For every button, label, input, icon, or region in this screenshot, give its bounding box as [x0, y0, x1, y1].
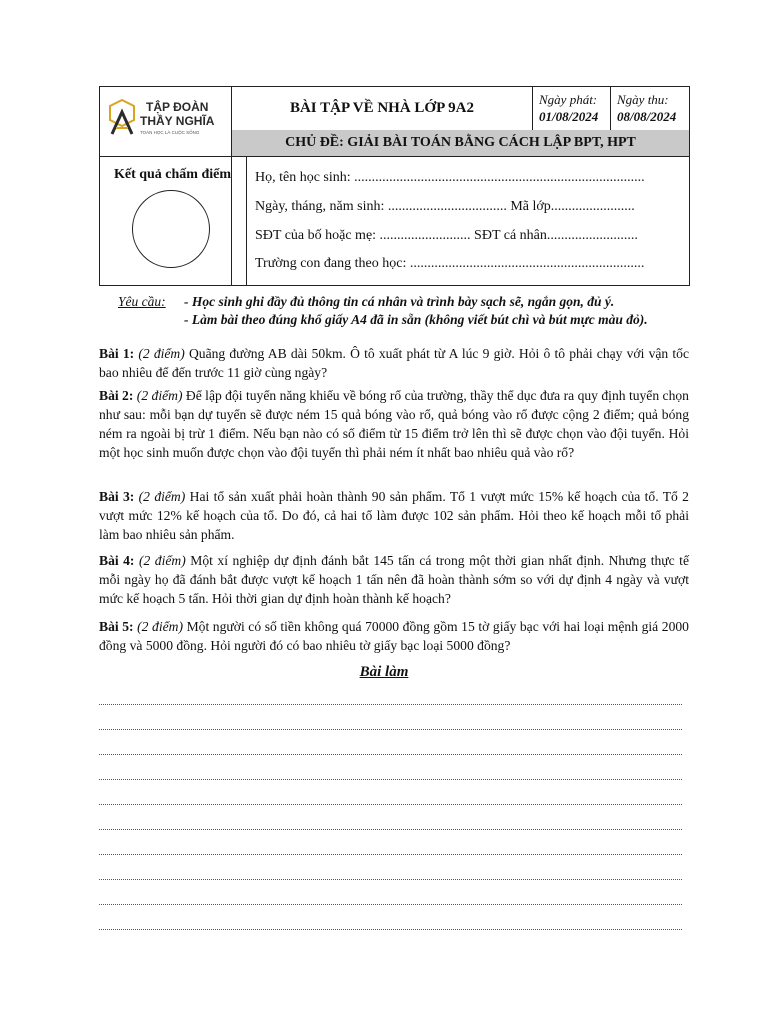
- header-divider: [246, 156, 247, 286]
- problem-5: [99, 617, 689, 655]
- problem-4: [99, 551, 689, 608]
- grade-circle: [132, 190, 210, 268]
- problem-text: Quãng đường AB dài 50km. Ô tô xuất phát từ A lúc 9 giờ. Hỏi ô tô phải chạy với vận tốc bao nhiêu để đến trước 11 giờ cùng ngày?: [99, 346, 689, 380]
- collect-date-label: Ngày thu:: [617, 92, 669, 107]
- problem-label: Bài 2:: [99, 388, 134, 403]
- problem-points: (2 điểm): [138, 346, 185, 361]
- requirement-item: - Làm bài theo đúng khổ giấy A4 đã in sẵn (không viết bút chì và bút mực màu đỏ).: [184, 312, 648, 327]
- logo: [108, 98, 230, 142]
- problem-label: Bài 3:: [99, 489, 135, 504]
- phone-field[interactable]: SĐT của bố hoặc mẹ: .......................... SĐT cá nhân..........................: [255, 228, 638, 243]
- answer-line[interactable]: [99, 754, 682, 755]
- problem-label: Bài 1:: [99, 346, 135, 361]
- grade-label: Kết quả chấm điểm: [113, 167, 232, 182]
- logo-tagline: TOÁN HỌC LÀ CUỘC SỐNG: [140, 130, 200, 135]
- answer-line[interactable]: [99, 779, 682, 780]
- school-field[interactable]: Trường con đang theo học: ...................................................................: [255, 256, 645, 271]
- problem-text: Một xí nghiệp dự định đánh bắt 145 tấn cá trong một thời gian nhất định. Nhưng thực tế mỗi ngày họ đã đánh bắt được vượt kế hoạch 1 tấn nên đã hoàn thành sớm so với dự định 4 ngày và vượt mức kế hoạch 5 tấn. Hỏi thời gian dự định hoàn thành kế hoạch?: [99, 553, 689, 606]
- header-divider: [99, 156, 690, 157]
- problem-text: Một người có số tiền không quá 70000 đồng gồm 15 tờ giấy bạc với hai loại mệnh giá 2000 đồng và 5000 đồng. Hỏi người đó có bao nhiêu tờ giấy bạc loại 5000 đồng?: [99, 619, 689, 653]
- issue-date: 01/08/2024: [539, 109, 599, 124]
- page-title: BÀI TẬP VỀ NHÀ LỚP 9A2: [289, 100, 475, 116]
- problem-points: (2 điểm): [137, 619, 183, 634]
- answer-line[interactable]: [99, 879, 682, 880]
- problem-points: (2 điểm): [138, 489, 186, 504]
- birthdate-class-field[interactable]: Ngày, tháng, năm sinh: .................................. Mã lớp........................: [255, 199, 635, 214]
- answer-line[interactable]: [99, 804, 682, 805]
- logo-text-1: TẬP ĐOÀN: [146, 100, 209, 114]
- answer-line[interactable]: [99, 729, 682, 730]
- student-name-field[interactable]: Họ, tên học sinh: ...................................................................................: [255, 170, 645, 185]
- problem-3: [99, 487, 689, 544]
- answer-heading: Bài làm: [359, 664, 409, 680]
- problem-points: (2 điểm): [138, 553, 186, 568]
- problem-1: [99, 344, 689, 382]
- header-divider: [610, 86, 611, 130]
- problem-label: Bài 4:: [99, 553, 135, 568]
- topic-heading: CHỦ ĐỀ: GIẢI BÀI TOÁN BẰNG CÁCH LẬP BPT, HPT: [232, 130, 689, 156]
- problem-text: Hai tổ sản xuất phải hoàn thành 90 sản phẩm. Tổ 1 vượt mức 15% kế hoạch của tổ. Tổ 2 vượt mức 12% kế hoạch của tổ. Do đó, cả hai tổ làm được 102 sản phẩm. Hỏi theo kế hoạch mỗi tổ phải làm bao nhiêu sản phẩm.: [99, 489, 689, 542]
- answer-line[interactable]: [99, 854, 682, 855]
- answer-line[interactable]: [99, 829, 682, 830]
- requirements-label: Yêu cầu:: [118, 294, 166, 309]
- collect-date: 08/08/2024: [617, 109, 677, 124]
- answer-line[interactable]: [99, 904, 682, 905]
- problem-text: Để lập đội tuyển năng khiếu về bóng rổ của trường, thầy thể dục đưa ra quy định tuyển chọn như sau: mỗi bạn dự tuyển sẽ được ném 15 quả bóng vào rổ, quả bóng vào rổ được cộng 2 điểm; quả bóng ném ra ngoài bị trừ 1 điểm. Nếu bạn nào có số điểm từ 15 điểm trở lên thì sẽ được chọn vào đội tuyển. Hỏi một học sinh muốn được chọn vào đội tuyển thì phải ném ít nhất bao nhiêu quả vào rổ?: [99, 388, 689, 460]
- issue-date-label: Ngày phát:: [539, 92, 598, 107]
- problem-label: Bài 5:: [99, 619, 134, 634]
- header-divider: [532, 86, 533, 130]
- logo-text-2: THẦY NGHĨA: [140, 114, 215, 128]
- problem-2: [99, 386, 689, 462]
- requirement-item: - Học sinh ghi đầy đủ thông tin cá nhân và trình bày sạch sẽ, ngắn gọn, đủ ý.: [184, 294, 615, 309]
- answer-line[interactable]: [99, 704, 682, 705]
- answer-line[interactable]: [99, 929, 682, 930]
- problem-points: (2 điểm): [136, 388, 183, 403]
